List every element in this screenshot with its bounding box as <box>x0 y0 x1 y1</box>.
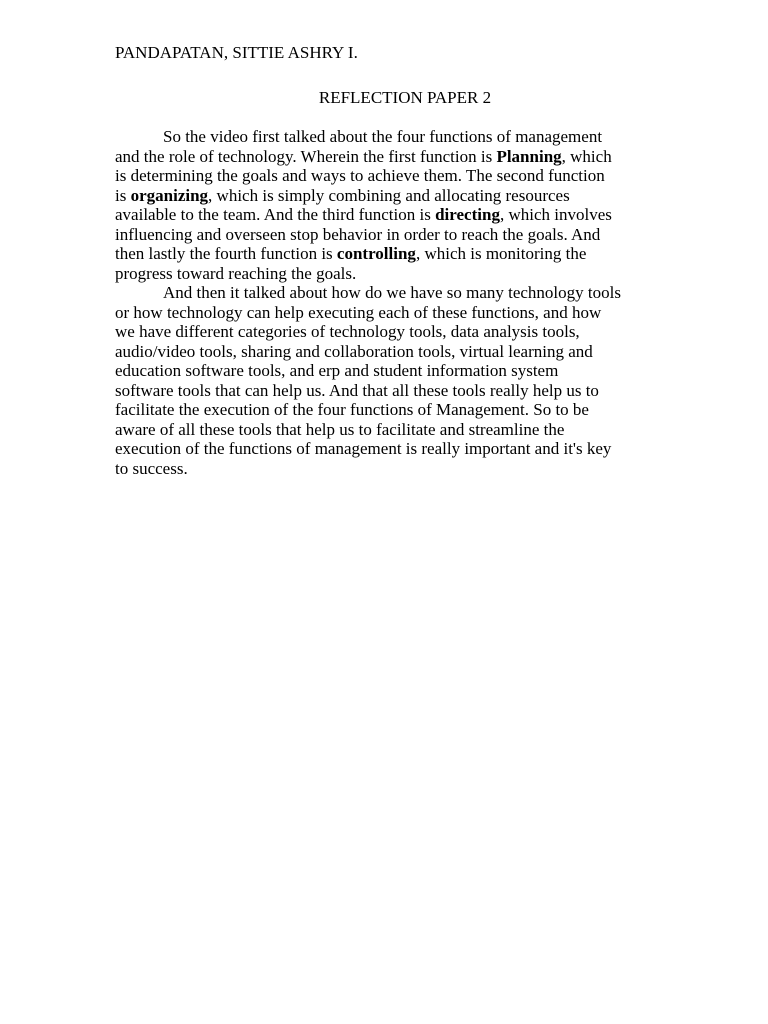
document-title: REFLECTION PAPER 2 <box>318 88 492 107</box>
paragraph-1-line-2 <box>115 147 655 167</box>
keyword-organizing: organizing <box>130 185 209 205</box>
paragraph-1-line-8: progress toward reaching the goals. <box>115 263 357 283</box>
paragraph-2-line-1: And then it talked about how do we have so many technology tools <box>163 283 621 302</box>
paragraph-2-line-6: software tools that can help us. And that all these tools really help us to <box>115 380 599 400</box>
author-name: PANDAPATAN, SITTIE ASHRY I. <box>115 43 358 62</box>
paragraph-2-line-5: education software tools, and erp and student information system <box>115 361 559 380</box>
text-run: then lastly the fourth function is <box>115 244 337 263</box>
paragraph-1-line-3: is determining the goals and ways to achieve them. The second function <box>115 166 605 185</box>
document-body <box>115 127 655 478</box>
paragraph-1-line-1: So the video first talked about the four functions of management <box>163 127 603 146</box>
paragraph-2-line-2: or how technology can help executing each of these functions, and how <box>115 302 602 322</box>
paragraph-1-line-4 <box>115 186 655 206</box>
text-run: , which involves <box>499 205 612 224</box>
paragraph-2-line-8: aware of all these tools that help us to facilitate and streamline the <box>115 419 565 439</box>
paragraph-2-line-4: audio/video tools, sharing and collaboration tools, virtual learning and <box>115 341 593 361</box>
text-run: available to the team. And the third function is <box>115 205 436 224</box>
paragraph-2-line-10: to success. <box>115 458 188 478</box>
text-run: , which is simply combining and allocating resources <box>208 185 570 205</box>
paragraph-2-line-9: execution of the functions of management is really important and it's key <box>115 439 612 458</box>
text-run: , which <box>561 146 612 166</box>
text-run: and the role of technology. Wherein the first function is <box>115 146 497 166</box>
text-run: , which is monitoring the <box>415 244 587 263</box>
keyword-directing: directing <box>435 205 500 224</box>
keyword-controlling: controlling <box>336 244 416 263</box>
paragraph-1-line-6: influencing and overseen stop behavior in order to reach the goals. And <box>115 224 601 244</box>
paragraph-2-line-7: facilitate the execution of the four functions of Management. So to be <box>115 400 589 419</box>
paragraph-1-line-7 <box>115 244 655 264</box>
paragraph-1-line-5 <box>115 205 655 225</box>
keyword-planning: Planning <box>496 146 562 166</box>
text-run: is <box>115 185 131 205</box>
paragraph-2-line-3: we have different categories of technology tools, data analysis tools, <box>115 322 580 341</box>
